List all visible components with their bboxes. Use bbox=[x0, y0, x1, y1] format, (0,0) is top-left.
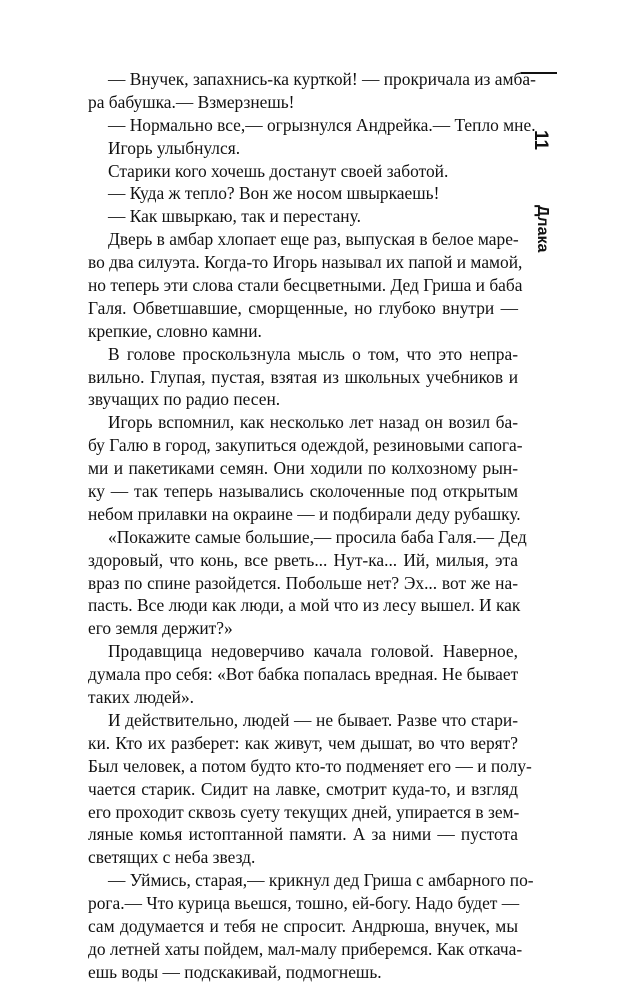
text-line: до летней хаты пойдем, мал-малу приберемся. Как откача- bbox=[88, 938, 523, 959]
text-line: здоровый, что конь, все рветь... Нут-ка... Ий, милыя, эта bbox=[88, 549, 518, 570]
text-line: Старики кого хочешь достанут своей заботой. bbox=[108, 160, 449, 181]
text-line: Галя. Обветшавшие, сморщенные, но глубоко внутри — bbox=[88, 297, 518, 318]
text-line: его земля держит?» bbox=[88, 618, 233, 639]
text-line: — Нормально все,— огрызнулся Андрейка.— Тепло мне. bbox=[108, 114, 536, 135]
text-line: И действительно, людей — не бывает. Разве что стари- bbox=[108, 709, 518, 730]
running-title: Длака bbox=[534, 205, 551, 253]
text-line: ку — так теперь назывались сколоченные под открытым bbox=[88, 481, 518, 502]
text-line: вильно. Глупая, пустая, взятая из школьных учебников и bbox=[88, 366, 518, 387]
text-line: Игорь вспомнил, как несколько лет назад он возил ба- bbox=[108, 412, 518, 433]
text-line: но теперь эти слова стали бесцветными. Дед Гриша и баба bbox=[88, 275, 523, 296]
text-line: — Как швыркаю, так и перестану. bbox=[108, 206, 361, 227]
text-line: Игорь улыбнулся. bbox=[108, 137, 241, 158]
text-line: Был человек, а потом будто кто-то подменяет его — и полу- bbox=[88, 755, 532, 776]
text-line: его проходит сквозь суету текущих дней, упирается в зем- bbox=[88, 801, 520, 822]
text-line: крепкие, словно камни. bbox=[88, 320, 262, 341]
text-line: враз по спине разойдется. Побольше нет? Эх... вот же на- bbox=[88, 572, 518, 593]
text-line: В голове проскользнула мысль о том, что это непра- bbox=[108, 343, 518, 364]
text-line: ешь воды — подскакивай, подмогнешь. bbox=[88, 961, 382, 982]
text-line: сам додумается и тебя не спросит. Андрюша, внучек, мы bbox=[88, 915, 518, 936]
text-line: «Покажите самые большие,— просила баба Галя.— Дед bbox=[108, 526, 527, 547]
text-line: небом прилавки на окраине — и подбирали деду рубашку. bbox=[88, 503, 521, 524]
text-line: во два силуэта. Когда-то Игорь называл их папой и мамой, bbox=[88, 252, 523, 273]
text-line: ра бабушка.— Взмерзнешь! bbox=[88, 91, 295, 112]
text-line: рога.— Что курица вьешся, тошно, ей-богу. Надо будет — bbox=[88, 893, 520, 914]
text-line: светящих с неба звезд. bbox=[88, 847, 256, 868]
text-line: бу Галю в город, закупиться одеждой, резиновыми сапога- bbox=[88, 435, 523, 456]
text-line: звучащих по радио песен. bbox=[88, 389, 281, 410]
page-number: 11 bbox=[530, 130, 551, 151]
text-line: — Куда ж тепло? Вон же носом швыркаешь! bbox=[108, 183, 440, 204]
text-line: пасть. Все люди как люди, а мой что из лесу вышел. И как bbox=[88, 595, 521, 616]
text-line: — Внучек, запахнись-ка курткой! — прокричала из амба- bbox=[108, 69, 536, 89]
text-line: думала про себя: «Вот бабка попалась вредная. Не бывает bbox=[88, 664, 519, 685]
text-line: — Уймись, старая,— крикнул дед Гриша с амбарного по- bbox=[108, 870, 534, 891]
text-line: Дверь в амбар хлопает еще раз, выпуская в белое маре- bbox=[108, 229, 519, 250]
body-text bbox=[88, 68, 536, 984]
text-line: ми и пакетиками семян. Они ходили по колхозному рын- bbox=[88, 458, 518, 479]
text-line: таких людей». bbox=[88, 687, 195, 708]
text-line: ки. Кто их разберет: как живут, чем дышат, во что верят? bbox=[88, 732, 518, 753]
text-line: Продавщица недоверчиво качала головой. Наверное, bbox=[108, 641, 518, 662]
text-line: ляные комья истоптанной памяти. А за ними — пустота bbox=[88, 824, 518, 845]
text-line: чается старик. Сидит на лавке, смотрит куда-то, и взгляд bbox=[88, 778, 518, 799]
